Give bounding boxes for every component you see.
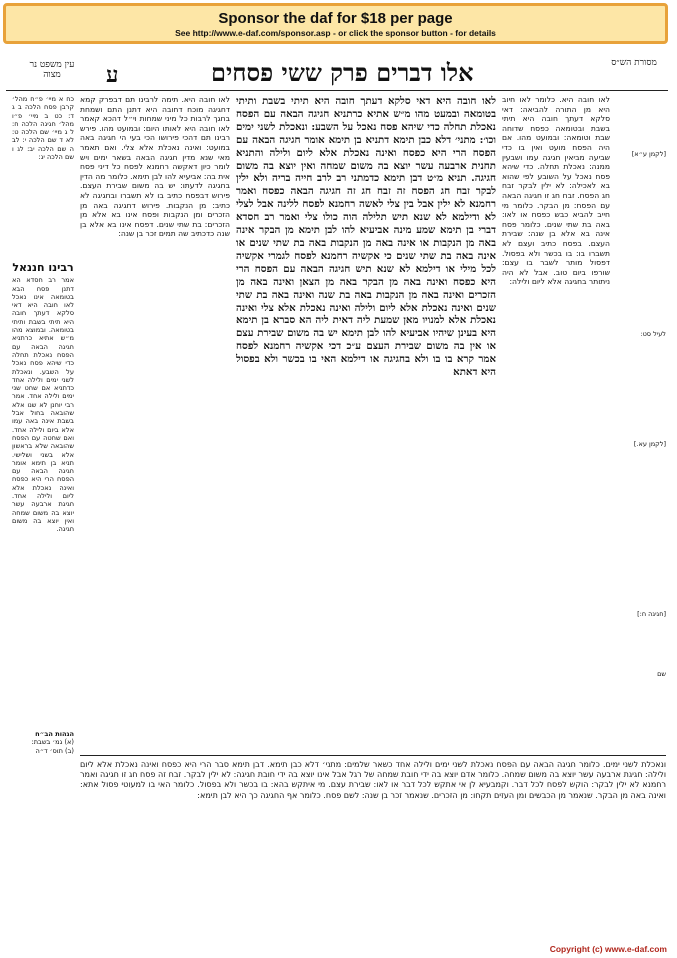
- margin-note-1: [לקמן ע״א]: [631, 150, 666, 158]
- rashi-column: [502, 95, 610, 745]
- copyright-text[interactable]: Copyright (c) www.e-daf.com: [549, 944, 667, 954]
- hagahot-note-1: (א) גמ׳ בשבת:: [31, 738, 74, 747]
- bottom-commentary: [80, 760, 666, 940]
- bottom-divider: [80, 755, 666, 756]
- bottom-commentary-text: ונאכלת לשני ימים. כלומר חגיגה הבאה עם הפסח נאכלת לשני ימים ולילה אחד כשאר שלמים: מתני׳ דלא כבן תימא. דבן תימא סבר הרי היא כפסח ואינה נאכלת אלא ליום ולילה: חגיגת ארבעה עשר יוצא בה משום שמחה. כלומר אדם יוצא בה ידי חובת שמחה של רגל אבל אינו יוצא בה ידי חובת חגיגה: לא ילין לבקר. זבח זה פסח חג זו חגיגה ואמר רחמנא לא ילין לבקר: הוקש לפסח לכל דבר. וקמבעיא לן אי אתקש לכל דבר או לאו: שבירת עצם. מי איתקש בהא: בו בכשר ולא בפסול. כלומר האי בו למעוטי פסול אתא: ואינה באה מן הבקר. שנאמר מן הכבשים ומן העזים תקחו: מן הזכרים. שנאמר זכר בן שנה: לשם פסח. כלומר אף החגיגה כך היא לבן תימא:: [80, 760, 666, 800]
- hagahot-note-2: (ב) תוס׳ ד״ה: [35, 746, 74, 755]
- page-title: אלו דברים פרק ששי פסחים: [211, 58, 474, 87]
- page-header: [6, 58, 668, 88]
- rashi-text: לאו חובה היא. כלומר לאו חיוב היא מן התורה להביאה: דאי סלקא דעתך חובה היא תיתי בשבת ובטומאה כפסח שדוחה שבת וטומאה: ובמועט מהו. אם היה הפסח מועט ואין בו כדי שביעה מביאין חגיגה עמו ושבעין ממנה: נאכלת תחלה. כדי שיהא פסח נאכל על השובע לפי שהוא בא לאכילה: לא ילין לבקר זבח חג הפסח. זבח חג זו חגיגה הבאה עם הפסח: מן הבקר. כלומר מי חייב להביא כבש כפסח או לאו: באה בת שתי שנים. כלומר פסח אינה בא אלא בן שנה: שבירת העצם. בפסח כתיב ועצם לא תשברו בו: בו בכשר ולא בפסול. דפסול מותר לשבר בו עצם: שורפו ביום טוב. אבל לא היה ניתותר בחגיגה אלא ליום ולילה:: [502, 95, 610, 287]
- rabbeinu-chananel-text: אמר רב חסדא הא דתנן פסח הבא בטומאה אינו נאכל לאו חובה היא דאי סלקא דעתך חובה היא תיתי בשבת ותיתי בטומאה. ובמוצא מהו מ״ש אתיא כרתניא חגיגה הבאה עם הפסח נאכלת תחלה כדי שיהא פסח נאכל על השבע. ונאכלת לשני ימים ולילה אחד כדתניא אם שחט שני ימים ולילה אחד. אמר רבי יוחנן לא שנו אלא שהובאה בחול אבל בשבת אינה באה עמו אלא ביום ולילה אחד. ואם שחטה עם הפסח שהובאה שלא בראשון אלא בשני ושלישי. תניא בן תימא אומר חגיגה הבאה עם הפסח הרי היא כפסח ואינה נאכלת אלא ליום ולילה אחד. חגיגת ארבעה עשר יוצא בה משום שמחה ואין יוצא בה משום חגיגה.: [12, 276, 74, 534]
- ein-mishpat-column: [12, 95, 74, 255]
- header-divider: [6, 90, 668, 91]
- margin-note-2: לעיל סט:: [640, 330, 666, 338]
- talmud-page: [6, 50, 668, 942]
- page-number-letter: ע: [106, 62, 119, 88]
- sponsor-title[interactable]: Sponsor the daf for $18 per page: [218, 10, 453, 27]
- hagahot-column: [12, 730, 74, 790]
- margin-note-4: [חגיגה ח:]: [637, 610, 666, 618]
- sponsor-subtitle[interactable]: See http://www.e-daf.com/sponsor.asp - or click the sponsor button - for details: [175, 28, 496, 38]
- hagahot-title: הגהות הב״ח: [35, 730, 74, 738]
- gemara-text: לאו חובה היא דאי סלקא דעתך חובה היא תיתי בשבת ותיתי בטומאה ובמעט מהו מ״ש אתיא כרתניא חגיגה הבאה עם הפסח נאכלת תחלה כדי שיהא פסח נאכל על השבע: ונאכלת לשני ימים וכו׳: מתני׳ דלא כבן תימא דתניא בן תימא אומר חגיגה הבאה עם הפסח הרי היא כפסח ואינה נאכלת אלא ליום ולילה והתניא תחנית ארבעה עשר יוצא בה משום שמחה ואין יוצא בה משום חגיגה. תניא מ״ט דבן תימא כדמתני רב לרב חייה בריה ולא ילין לבקר זבח חג הפסח זה זבח חג זה חגיגה הבאה כפסח ואמר רחמנא לא ילין אבל בין צלי לאשה רחמנא לפסח ללינה אבל לצלי לא ודילמא לא שנא תיש תלילה הוה כולו צלי ואמר רב חסדא דברי בן תימא שמע מינה אביעיא להו לבן תימא מן הבקר אינה באה מן הנקבות או אינה באה מן הנקבות באה בת שתי שנים או אינה באה בת שתי שנים כי אקשיה רחמנא לפסח לגמרי אקשיה לכל מילי או דילמא לא שנא תיש חגיגה הבאה עם הפסח הרי היא כפסח ואינה באה מן הבקר באה מן הצאן ואינה באה מן הזכרים ואינה באה מן הנקבות באה בת שנה ואינה באה בת שתי שנים ואינה נאכלת אלא ליום ולילה ואינה נאכלת אלא צלי ואינה נאכלת אלא למנויו מאן שמעת ליה דאית ליה הא סברא בן תימא היא בעינן שיהיו אביעיא להו לבן תימא יש בה משום שבירת עצם או אין בה משום שבירת העצם ע״כ דכי אקשיה רחמנא לפסח אמר קרא בו בו ולא בחגיגה או דילמא האי בו בכשר ולא בפסול היא דאתא: [236, 95, 496, 379]
- rabbeinu-chananel-label: רבינו חננאל: [12, 261, 74, 274]
- margin-note-5: שם: [657, 670, 666, 678]
- rabbeinu-chananel-column: [12, 260, 74, 720]
- ein-mishpat-text: כח א מיי׳ פ״ח מהל׳ קרבן פסח הלכה ב ג ד: כט ב מיי׳ פ״ו מהל׳ חגיגה הלכה ח: ל ג מיי׳ שם הלכה ט: לא ד שם הלכה י: לב ה שם הלכה יב: לג ו שם הלכה יג:: [12, 95, 74, 162]
- tosafot-text: לאו חובה היא. תימה לרבינו תם דבפרק קמא דחגיגה מוכח דחובה היא דתנן התם ושמחת בחגך לרבות כל מיני שמחות וי״ל דהכא קאמר לאו חובה היא לאותו היום: ובמועט מהו. פירש רבינו תם דהכי פירושו הכי בעי הי חגיגה באה במועט: ואינה נאכלת אלא צלי. ואם תאמר מאי שנא מדין חגיגה הבאה בשאר ימים ויש לומר כיון דאקשה רחמנא לפסח כל דיני פסח אית בה: אביעיא להו לבן תימא. כלומר מה הדין בחגיגה לדעתו: יש בה משום שבירת העצם. פירוש דבפסח כתיב בו לא תשברו ובחגיגה לא כתיב: מן הנקבות. פירוש דחגיגה באה מן הזכרים ומן הנקבות ופסח אינו בא אלא מן הזכרים: בת שתי שנים. דפסח אינו בא אלא בן שנה כדכתיב שה תמים זכר בן שנה:: [80, 95, 230, 239]
- margin-note-3: [לקמן עא.]: [633, 440, 666, 448]
- sponsor-banner[interactable]: [3, 3, 668, 44]
- ein-mishpat-heading: עין משפט נר מצוה: [29, 60, 75, 80]
- tosafot-column: [80, 95, 230, 565]
- masoret-hashas-heading: מסורת הש״ס: [611, 58, 657, 68]
- gemara-column: [236, 95, 496, 745]
